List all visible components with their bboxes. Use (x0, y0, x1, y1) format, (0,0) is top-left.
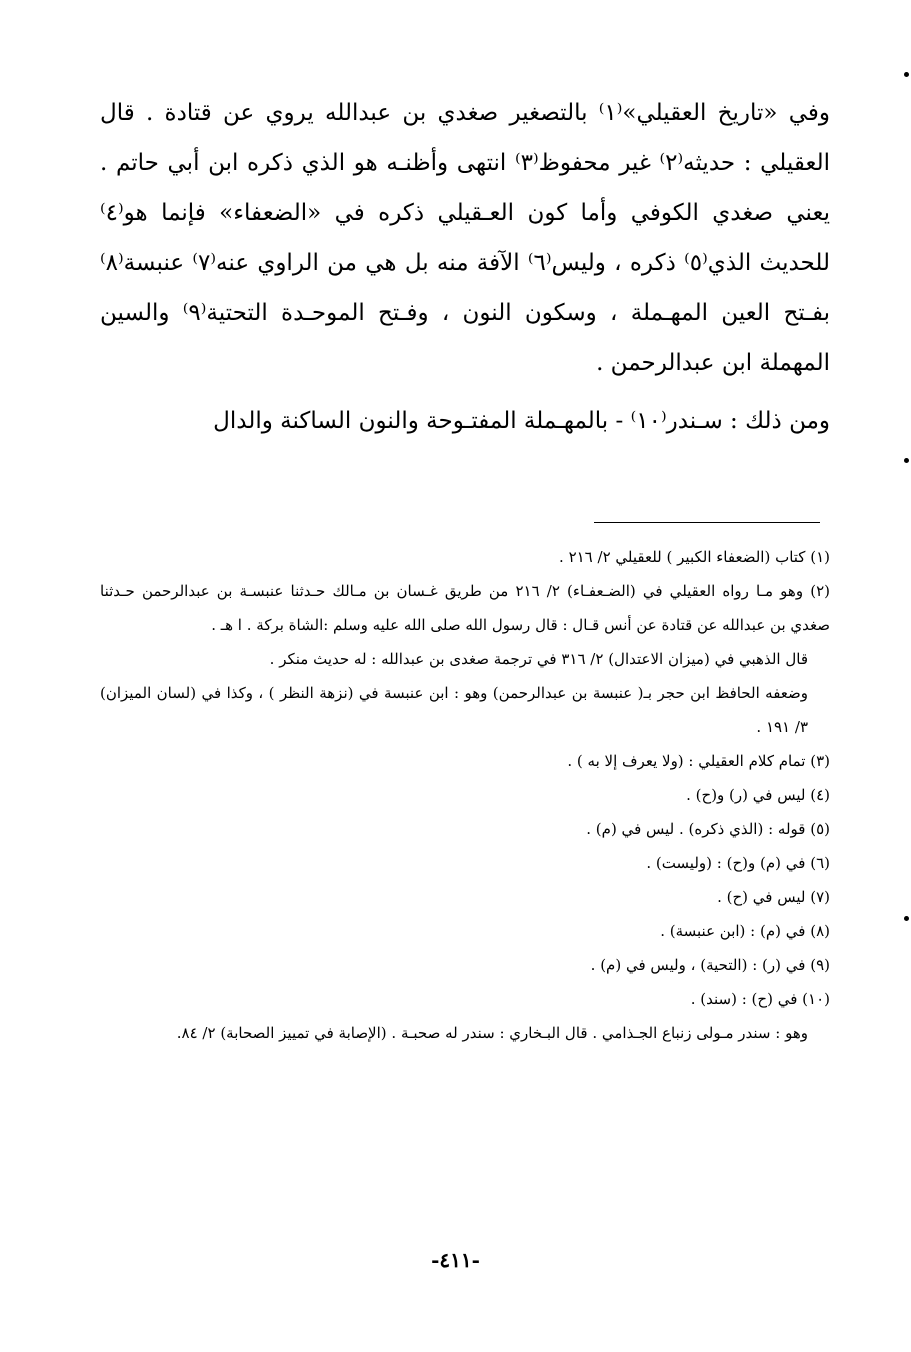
footnote-text: قال الذهبي في (ميزان الاعتدال) ٢/ ٣١٦ في ترجمة صغدى بن عبدالله : له حديث منكر . (269, 650, 808, 668)
footnote-number: (١٠) (802, 990, 830, 1008)
margin-dot (904, 72, 909, 77)
footnote-item (100, 982, 830, 1016)
footnotes-section (100, 540, 830, 1050)
footnote-divider (594, 522, 820, 523)
footnote-continuation (100, 676, 830, 744)
footnote-item (100, 812, 830, 846)
footnote-item (100, 846, 830, 880)
footnote-number: (٣) (810, 752, 830, 770)
footnote-number: (٦) (810, 854, 830, 872)
footnote-number: (٧) (810, 888, 830, 906)
page-number: -٤١١- (431, 1248, 480, 1272)
footnote-item (100, 948, 830, 982)
footnote-text: تمام كلام العقيلي : (ولا يعرف إلا به ) . (567, 752, 806, 770)
footnote-number: (٤) (810, 786, 830, 804)
footnote-text: ليس في (ر) و(ح) . (686, 786, 806, 804)
main-body-text (100, 88, 830, 446)
body-paragraph: وفي «تاريخ العقيلي»⁽١⁾ بالتصغير صغدي بن عبدالله يروي عن قتادة . قال العقيلي : حديثه⁽٢⁾ غير محفوظ⁽٣⁾ انتهى وأظنـه هو الذي ذكره ابن أبي حاتم . يعني صغدي الكوفي وأما كون العـقيلي ذكره في «الضعفاء» فإنما هو⁽٤⁾ للحديث الذي⁽٥⁾ ذكره ، وليس⁽٦⁾ الآفة منه بل هي من الراوي عنه⁽٧⁾ عنبسة⁽٨⁾ بفـتح العين المهـملة ، وسكون النون ، وفـتح الموحـدة التحتية⁽٩⁾ والسين المهملة ابن عبدالرحمن . (100, 100, 831, 376)
footnote-number: (٢) (810, 582, 830, 600)
footnote-item (100, 540, 830, 574)
footnote-text: ليس في (ح) . (717, 888, 806, 906)
footnote-item (100, 744, 830, 778)
footnote-text: في (ر) : (التحية) ، وليس في (م) . (590, 956, 806, 974)
margin-dot (904, 916, 909, 921)
footnote-number: (٨) (810, 922, 830, 940)
footnote-text: قوله : (الذي ذكره) . ليس في (م) . (586, 820, 806, 838)
footnote-item (100, 914, 830, 948)
footnote-text: في (م) و(ح) : (وليست) . (646, 854, 806, 872)
margin-dot (904, 458, 909, 463)
footnote-number: (٥) (810, 820, 830, 838)
footnote-text: وضعفه الحافظ ابن حجر بـ( عنبسة بن عبدالرحمن) وهو : ابن عنبسة في (نزهة النظر ) ، وكذا في (لسان الميزان) ٣/ ١٩١ . (100, 684, 808, 736)
footnote-item (100, 574, 830, 642)
body-paragraph: ومن ذلك : سـندر⁽١٠⁾ - بالمهـملة المفتـوحة والنون الساكنة والدال (213, 408, 830, 434)
footnote-number: (١) (810, 548, 830, 566)
footnote-text: في (م) : (ابن عنبسة) . (660, 922, 806, 940)
footnote-item (100, 880, 830, 914)
footnote-text: في (ح) : (سند) . (690, 990, 798, 1008)
footnote-continuation (100, 642, 830, 676)
footnote-number: (٩) (810, 956, 830, 974)
footnote-item (100, 778, 830, 812)
footnote-text: كتاب (الضعفاء الكبير ) للعقيلي ٢/ ٢١٦ . (559, 548, 806, 566)
footnote-continuation (100, 1016, 830, 1050)
footnote-text: وهو مـا رواه العقيلي في (الضـعفـاء) ٢/ ٢١٦ من طريق غـسان بن مـالك حـدثنا عنبسـة بن عبدالرحمن حـدثنا صغدي بن عبدالله عن قتادة عن أنس قـال : قال رسول الله صلى الله عليه وسلم :الشاة بركة . ا هـ . (100, 582, 830, 634)
footnote-text: وهو : سندر مـولى زنباع الجـذامي . قال البـخاري : سندر له صحبـة . (الإصابة في تمييز الصحابة) ٢/ ٨٤. (176, 1024, 808, 1042)
